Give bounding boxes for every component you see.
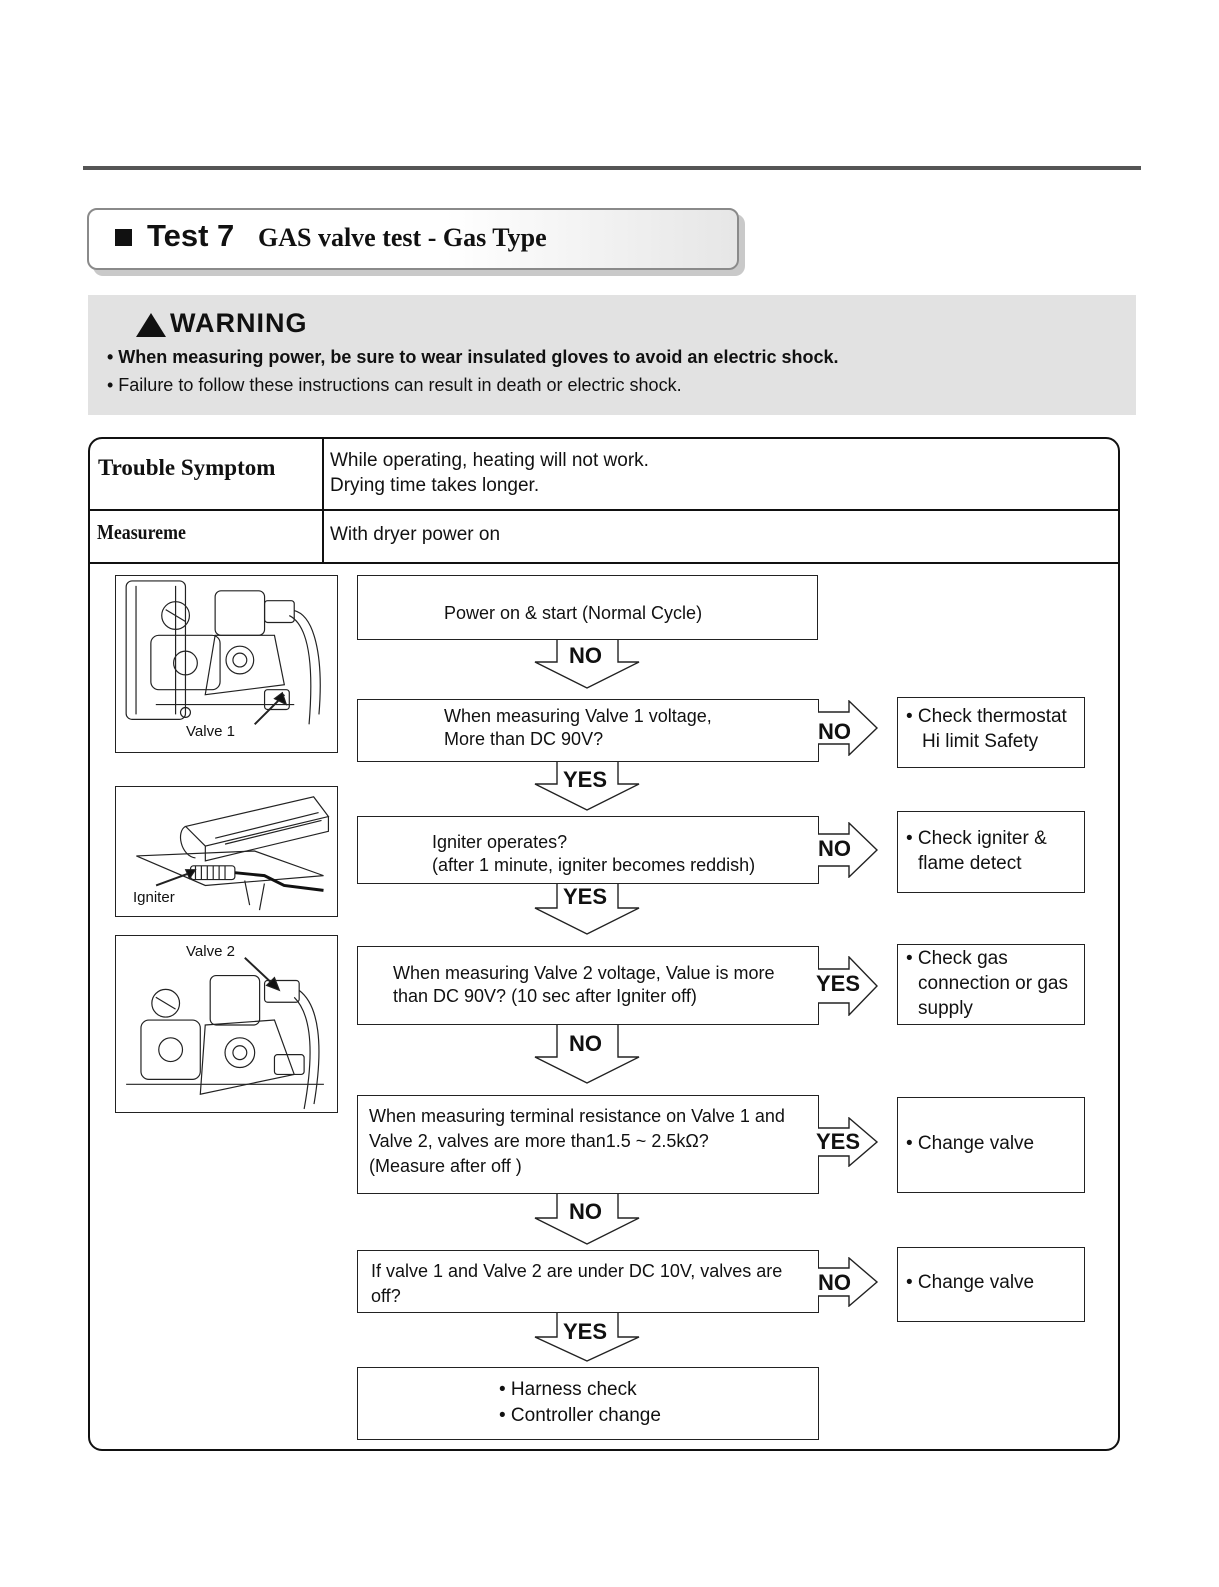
arrow-label-4-down: NO — [569, 1031, 602, 1056]
table-col-divider — [322, 439, 324, 563]
warning-bullet-2: • Failure to follow these instructions can result in death or electric shock. — [107, 375, 682, 395]
table-divider-1 — [89, 509, 1119, 511]
flow-step-2-line-2: More than DC 90V? — [444, 729, 604, 749]
valve1-label: Valve 1 — [186, 723, 235, 740]
flow-step-3-text — [432, 831, 755, 877]
result-3-line-2: connection or gas — [918, 973, 1068, 994]
flow-step-2-text — [444, 705, 712, 751]
result-box-4 — [897, 1097, 1085, 1193]
flow-step-4-text — [393, 962, 775, 1008]
title-bullet-icon — [115, 229, 132, 246]
flow-step-4-line-2: than DC 90V? (10 sec after Igniter off) — [393, 986, 697, 1006]
arrow-label-3-down: YES — [563, 884, 608, 909]
flow-final-line-2: • Controller change — [499, 1405, 661, 1426]
result-box-5 — [897, 1247, 1085, 1322]
measurement-text: With dryer power on — [330, 524, 501, 545]
flow-step-5 — [357, 1095, 819, 1194]
flow-step-3 — [357, 816, 819, 884]
valve2-label: Valve 2 — [186, 943, 235, 960]
arrow-label-5-right: YES — [816, 1129, 861, 1154]
result-box-3 — [897, 944, 1085, 1025]
warning-bullet-1: • When measuring power, be sure to wear insulated gloves to avoid an electric shock. — [107, 347, 839, 367]
table-divider-2 — [89, 562, 1119, 564]
result-3-line-3: supply — [918, 998, 973, 1019]
result-4-text: • Change valve — [906, 1133, 1035, 1154]
result-1-line-1: • Check thermostat — [906, 706, 1067, 727]
warning-title: WARNING — [170, 308, 308, 338]
symptom-line-2: Drying time takes longer. — [330, 475, 540, 496]
flow-step-6-text — [371, 1259, 782, 1309]
flow-step-5-text — [369, 1104, 785, 1179]
warning-triangle-icon — [136, 313, 166, 337]
arrow-label-4-right: YES — [816, 971, 861, 996]
flow-final-step — [357, 1367, 819, 1440]
flow-step-2 — [357, 699, 819, 762]
arrow-label-3-right: NO — [818, 836, 851, 861]
valve1-illustration — [115, 575, 338, 753]
measurement-label: Measureme — [97, 520, 186, 544]
test-label: Test 7 — [147, 218, 235, 253]
flow-step-1 — [357, 575, 818, 640]
flow-step-6 — [357, 1250, 819, 1313]
flow-step-5-line-2: Valve 2, valves are more than1.5 ~ 2.5kΩ? — [369, 1131, 709, 1151]
flow-step-3-line-2: (after 1 minute, igniter becomes reddish) — [432, 855, 756, 875]
result-2-line-2: flame detect — [918, 853, 1022, 874]
igniter-label: Igniter — [133, 889, 175, 906]
flow-step-1-text: Power on & start (Normal Cycle) — [444, 603, 703, 623]
flow-step-5-line-1: When measuring terminal resistance on Valve 1 and — [369, 1106, 785, 1126]
arrow-label-2-down: YES — [563, 767, 608, 792]
flow-step-4 — [357, 946, 819, 1025]
test-title: GAS valve test - Gas Type — [258, 223, 547, 252]
flow-step-2-line-1: When measuring Valve 1 voltage, — [444, 706, 712, 726]
result-box-2 — [897, 811, 1085, 893]
result-2-line-1: • Check igniter & — [906, 828, 1047, 849]
valve2-drawing — [116, 936, 337, 1112]
arrow-label-2-right: NO — [818, 719, 851, 744]
flow-step-5-line-3: (Measure after off ) — [369, 1156, 522, 1176]
header-rule — [83, 166, 1141, 170]
result-1-line-2: Hi limit Safety — [922, 731, 1039, 752]
valve2-illustration — [115, 935, 338, 1113]
arrow-label-5-down: NO — [569, 1199, 602, 1224]
trouble-symptom-label: Trouble Symptom — [98, 455, 276, 480]
flow-step-4-line-1: When measuring Valve 2 voltage, Value is more — [393, 963, 775, 983]
result-5-text: • Change valve — [906, 1272, 1035, 1293]
flow-final-text — [499, 1377, 661, 1429]
flow-step-3-line-1: Igniter operates? — [432, 832, 568, 852]
arrow-label-6-down: YES — [563, 1319, 608, 1344]
igniter-illustration — [115, 786, 338, 917]
result-box-1 — [897, 697, 1085, 768]
result-3-line-1: • Check gas — [906, 948, 1008, 969]
flow-step-6-line-2: off? — [371, 1286, 401, 1306]
symptom-line-1: While operating, heating will not work. — [330, 450, 649, 471]
flow-step-6-line-1: If valve 1 and Valve 2 are under DC 10V, valves are — [371, 1261, 783, 1281]
trouble-symptom-text — [330, 448, 649, 498]
arrow-label-6-right: NO — [818, 1270, 851, 1295]
arrow-label-1: NO — [569, 643, 602, 668]
flow-final-line-1: • Harness check — [499, 1379, 637, 1400]
